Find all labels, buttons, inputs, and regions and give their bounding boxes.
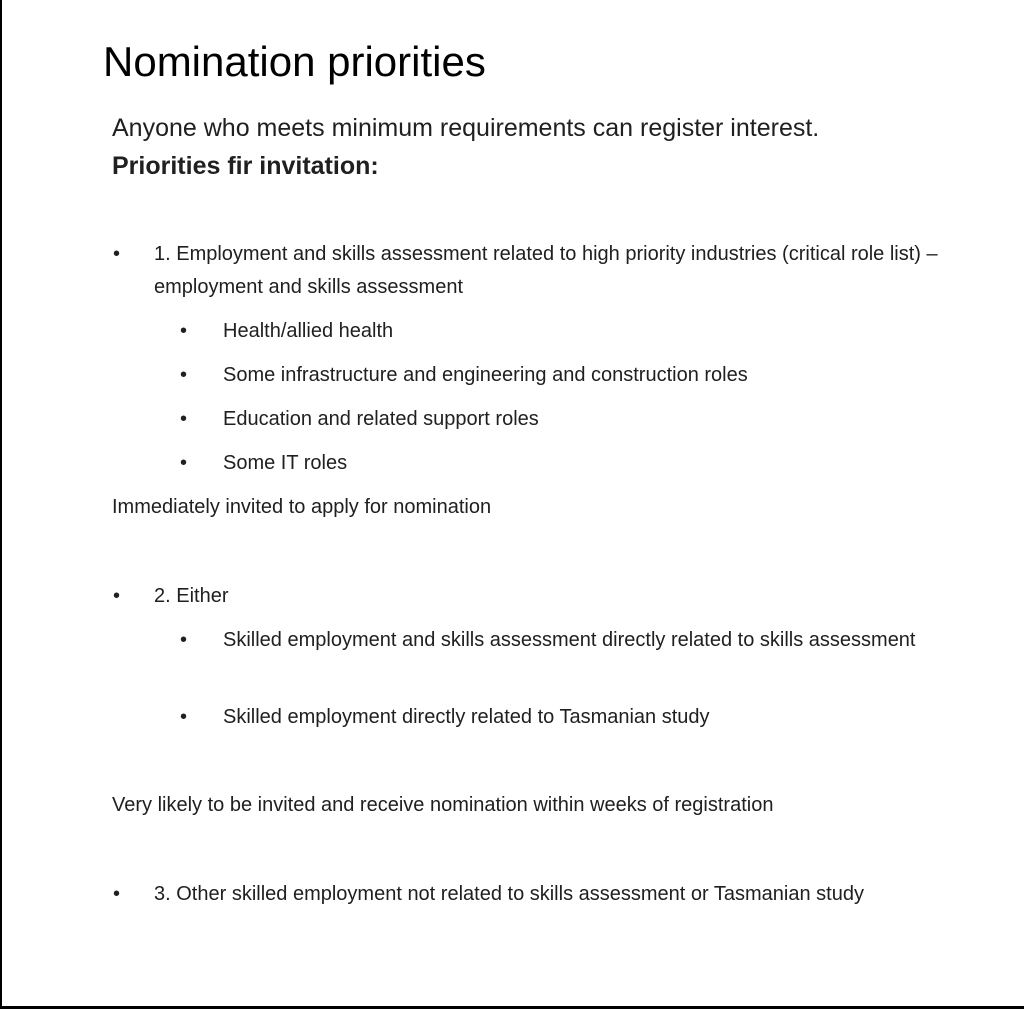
- bullet-marker: •: [113, 585, 121, 607]
- priorities-subheading: Priorities fir invitation:: [112, 152, 379, 180]
- priority-1-item: Health/allied health: [223, 320, 394, 342]
- bullet-marker: •: [180, 629, 188, 651]
- priority-3-text: 3. Other skilled employment not related to skills assessment or Tasmanian study: [154, 883, 864, 905]
- bullet-marker: •: [180, 364, 188, 386]
- bullet-marker: •: [113, 243, 121, 265]
- bullet-marker: •: [180, 706, 188, 728]
- bullet-marker: •: [180, 452, 188, 474]
- priority-1-text: 1. Employment and skills assessment related to high priority industries (critical role list) – employment and skills assessment: [154, 243, 938, 298]
- priority-1-note: Immediately invited to apply for nomination: [112, 496, 492, 518]
- priority-2-item: Skilled employment directly related to Tasmanian study: [223, 706, 710, 728]
- intro-text: Anyone who meets minimum requirements can register interest.: [112, 114, 820, 142]
- page-title: Nomination priorities: [103, 38, 486, 85]
- priority-1-item: Some infrastructure and engineering and construction roles: [223, 364, 748, 386]
- bullet-marker: •: [113, 883, 121, 905]
- priority-1-item: Education and related support roles: [223, 408, 539, 430]
- priority-2-note: Very likely to be invited and receive nomination within weeks of registration: [112, 794, 774, 816]
- priority-2-text: 2. Either: [154, 585, 229, 607]
- priority-2-item: Skilled employment and skills assessment directly related to skills assessment: [223, 629, 916, 651]
- priority-1-item: Some IT roles: [223, 452, 348, 474]
- bullet-marker: •: [180, 320, 188, 342]
- bullet-marker: •: [180, 408, 188, 430]
